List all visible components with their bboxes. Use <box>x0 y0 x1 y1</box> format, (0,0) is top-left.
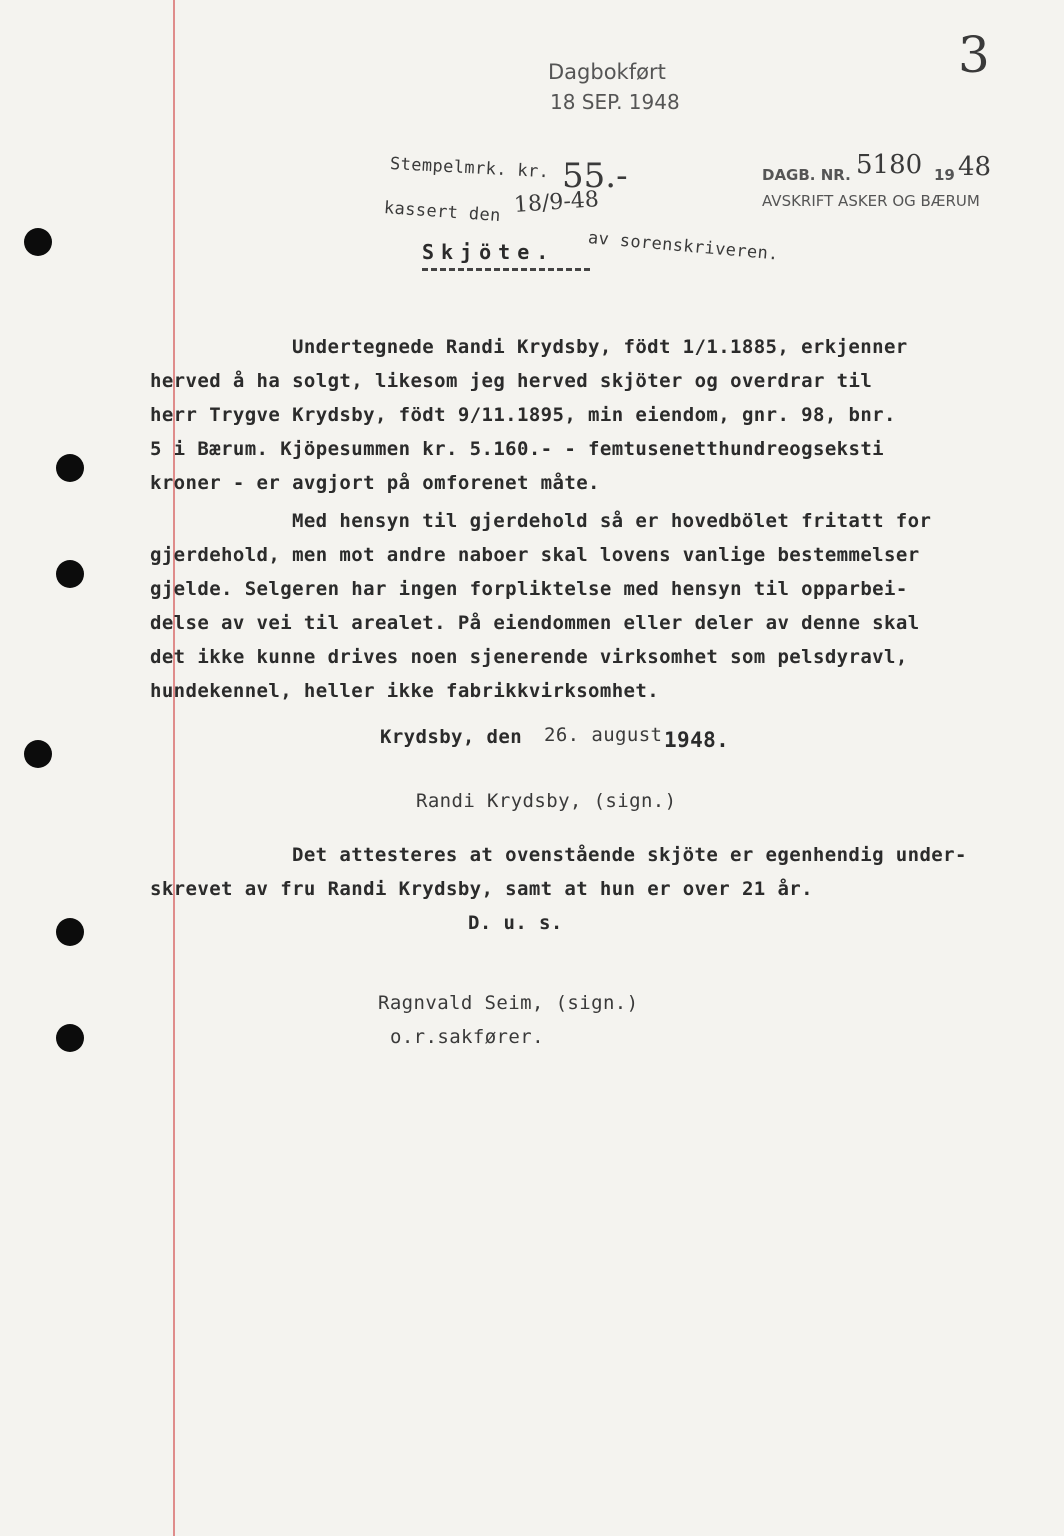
body-line: Undertegnede Randi Krydsby, födt 1/1.1885, erkjenner <box>292 336 908 358</box>
dagb-nr-label: DAGB. NR. <box>762 166 851 184</box>
binder-hole-icon <box>56 918 84 946</box>
body-line: hundekennel, heller ikke fabrikkvirksomhet. <box>150 680 660 702</box>
dagbokfort-date: 18 SEP. 1948 <box>550 90 680 114</box>
document-title: Skjöte. <box>422 240 556 264</box>
attestation-line: skrevet av fru Randi Krydsby, samt at hun er over 21 år. <box>150 878 813 900</box>
body-line: delse av vei til arealet. På eiendommen eller deler av denne skal <box>150 612 920 634</box>
place-date-day-month: 26. august <box>544 724 663 746</box>
dagb-year-prefix: 19 <box>934 166 955 184</box>
body-line: kroner - er avgjort på omforenet måte. <box>150 472 600 494</box>
binder-hole-icon <box>24 228 52 256</box>
dagb-year: 48 <box>958 152 992 182</box>
body-line: det ikke kunne drives noen sjenerende virksomhet som pelsdyravl, <box>150 646 908 668</box>
place-date-prefix: Krydsby, den <box>380 726 523 748</box>
body-line: herved å ha solgt, likesom jeg herved skjöter og overdrar til <box>150 370 873 392</box>
fee-amount: 55.- <box>562 156 628 196</box>
fee-office: av sorenskriveren. <box>587 228 780 265</box>
title-underline <box>422 268 590 271</box>
dagb-office: AVSKRIFT ASKER OG BÆRUM <box>762 192 980 210</box>
binder-hole-icon <box>56 1024 84 1052</box>
binder-hole-icon <box>56 560 84 588</box>
witness-signature: Ragnvald Seim, (sign.) <box>378 992 639 1014</box>
body-line: gjelde. Selgeren har ingen forpliktelse med hensyn til opparbei- <box>150 578 908 600</box>
binder-hole-icon <box>56 454 84 482</box>
body-line: gjerdehold, men mot andre naboer skal lovens vanlige bestemmelser <box>150 544 920 566</box>
dus-text: D. u. s. <box>468 912 563 934</box>
dagb-nr-number: 5180 <box>856 150 923 180</box>
attestation-line: Det attesteres at ovenstående skjöte er egenhendig under- <box>292 844 967 866</box>
fee-date: 18/9-48 <box>513 187 600 218</box>
place-date-year: 1948. <box>664 728 730 752</box>
body-line: 5 i Bærum. Kjöpesummen kr. 5.160.- - femtusenetthundreogseksti <box>150 438 885 460</box>
margin-line <box>173 0 175 1536</box>
fee-kassert-label: kassert den <box>383 198 502 227</box>
witness-title: o.r.sakfører. <box>390 1026 544 1048</box>
body-line: herr Trygve Krydsby, födt 9/11.1895, min eiendom, gnr. 98, bnr. <box>150 404 896 426</box>
body-line: Med hensyn til gjerdehold så er hovedbölet fritatt for <box>292 510 932 532</box>
dagbokfort-label: Dagbokført <box>548 60 666 84</box>
binder-hole-icon <box>24 740 52 768</box>
seller-signature: Randi Krydsby, (sign.) <box>416 790 677 812</box>
fee-stamp-label: Stempelmrk. kr. <box>389 154 550 183</box>
page-number: 3 <box>958 26 990 84</box>
